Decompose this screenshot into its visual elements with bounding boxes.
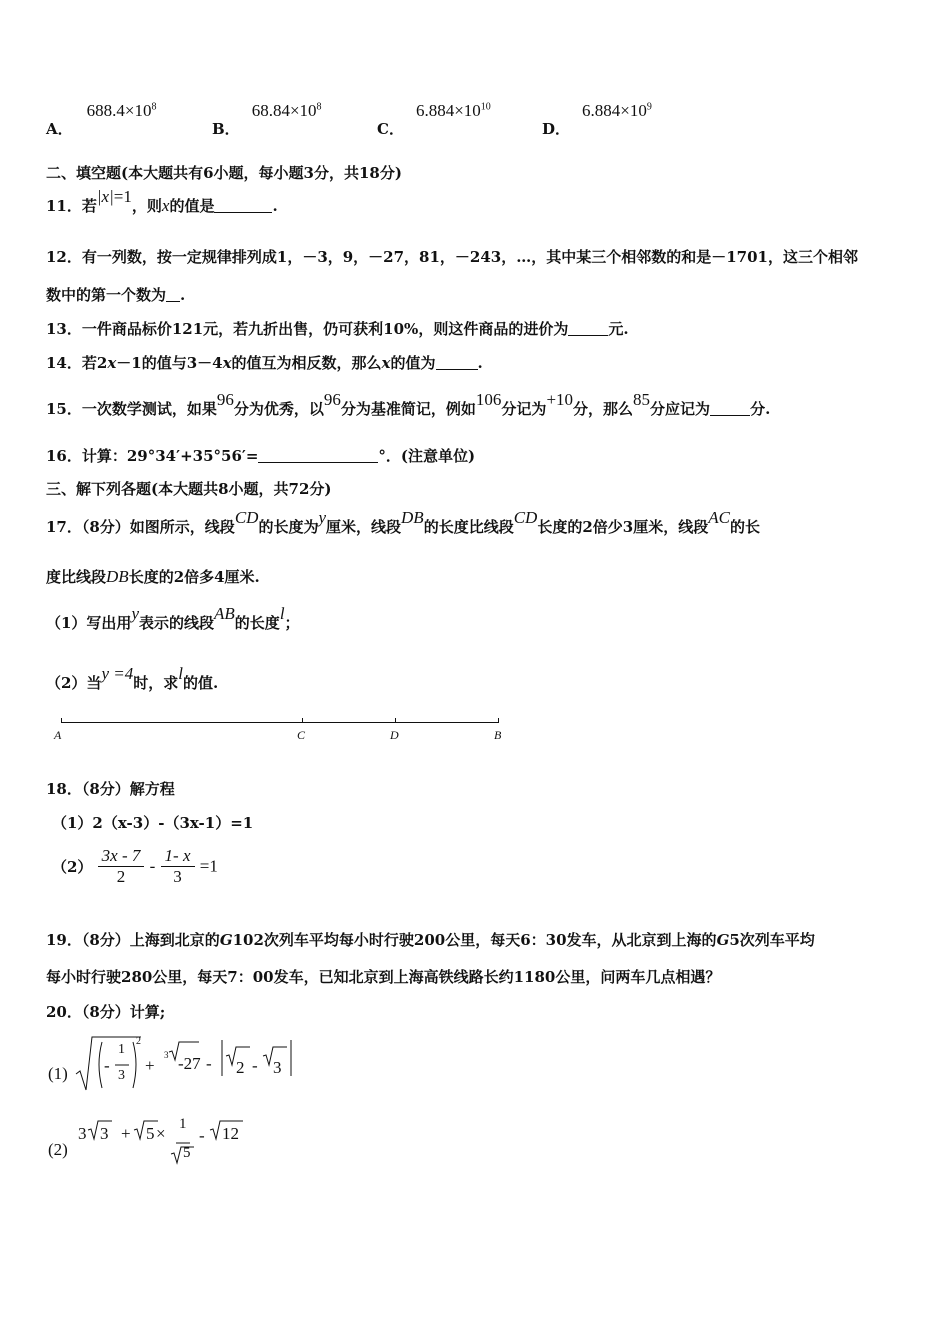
question-12-line-1: 12．有一列数，按一定规律排列成1，－3，9，－27，81，－243，…，其中某三个相邻数的和是－1701，这三个相邻 — [46, 248, 858, 266]
point-label-c: C — [297, 728, 306, 742]
question-11: 11．若|x|=1，则x的值是 . — [46, 187, 278, 215]
radical-expression — [78, 1118, 298, 1170]
tick-d — [395, 718, 396, 723]
question-20-title: 20．（8分）计算; — [46, 1003, 166, 1021]
fraction: $\frac{1- x}{3}$ — [161, 846, 195, 887]
question-17-part-1: （1）写出用y表示的线段AB的长度l； — [46, 604, 300, 632]
section-2-title: 二、填空题(本大题共有6小题，每小题3分，共18分) — [46, 164, 402, 182]
option-b: B．$68.84\times 10^8$ — [212, 101, 322, 138]
tick-c — [302, 718, 303, 723]
question-14: 14．若2x－1的值与3－4x的值互为相反数，那么x的值为 . — [46, 354, 483, 372]
tick-a — [61, 718, 62, 723]
answer-blank — [710, 401, 750, 416]
option-a: A．$688.4\times 10^8$ — [46, 101, 157, 138]
radical-expression — [73, 1034, 333, 1094]
answer-blank — [166, 287, 180, 302]
question-16: 16．计算：29°34′+35°56′= °．(注意单位) — [46, 447, 476, 465]
point-label-b: B — [494, 728, 502, 742]
question-18-part-1: （1）2（x-3）-（3x-1）=1 — [52, 814, 254, 832]
point-label-a: A — [54, 728, 62, 742]
answer-blank — [436, 355, 478, 370]
question-12-line-2: 数中的第一个数为 . — [46, 286, 186, 304]
fraction: $\frac{3x - 7}{2}$ — [98, 846, 145, 887]
option-d: D．$6.884\times 10^9$ — [542, 101, 652, 138]
question-17-line-2: 度比线段DB长度的2倍多4厘米. — [46, 567, 260, 586]
option-c: C．$6.884\times 10^{10}$ — [377, 101, 491, 138]
question-17-part-2: （2）当y =4时，求l的值. — [46, 664, 219, 692]
tick-b — [498, 718, 499, 723]
answer-blank — [258, 448, 378, 463]
question-19-line-1: 19．（8分）上海到北京的G102次列车平均每小时行驶200公里，每天6：30发车，从北京到上海的G5次列车平均 — [46, 931, 815, 949]
answer-blank — [568, 321, 608, 336]
question-13: 13．一件商品标价121元，若九折出售，仍可获利10%，则这件商品的进价为 元. — [46, 320, 629, 338]
question-19-line-2: 每小时行驶280公里，每天7：00发车，已知北京到上海高铁线路长约1180公里，问两车几点相遇？ — [46, 968, 721, 986]
segment-line — [61, 722, 499, 723]
answer-blank — [214, 198, 272, 213]
question-18-title: 18．（8分）解方程 — [46, 780, 175, 798]
section-3-title: 三、解下列各题(本大题共8小题，共72分) — [46, 480, 332, 498]
question-15: 15．一次数学测试，如果96分为优秀，以96分为基准简记，例如106分记为+10分，那么85分应记为 分. — [46, 390, 771, 418]
question-17-line-1: 17．（8分）如图所示，线段CD的长度为y厘米，线段DB的长度比线段CD长度的2倍少3厘米，线段AC的长 — [46, 508, 760, 536]
question-18-part-2: （2） $\frac{3x - 7}{2}$ - $\frac{1- x}{3}$ =1 — [52, 846, 218, 886]
point-label-d: D — [390, 728, 399, 742]
